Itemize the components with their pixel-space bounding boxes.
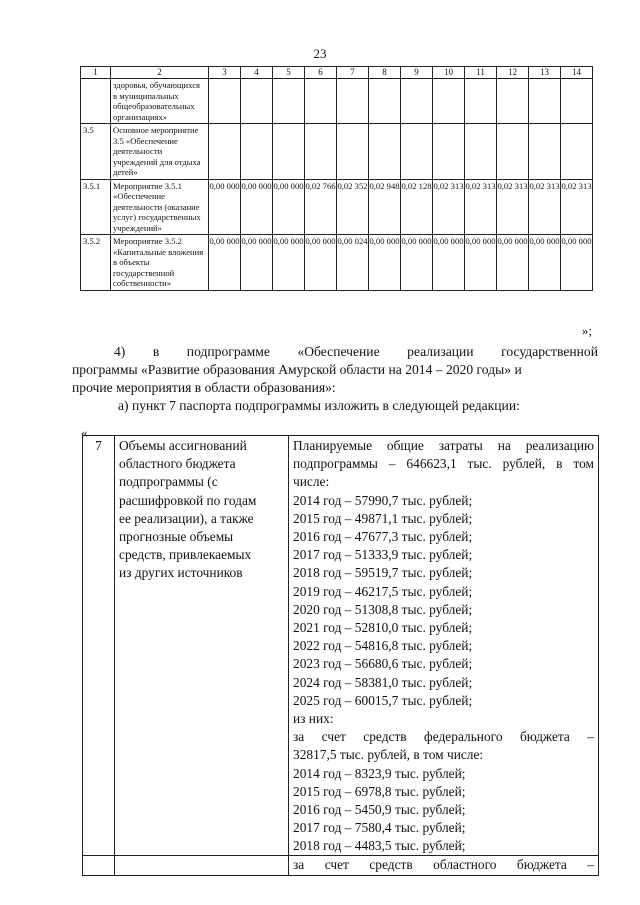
value-cell <box>273 79 305 124</box>
value-cell <box>305 79 337 124</box>
paragraph-subprogram: 4) в подпрограмме «Обеспечение реализации государственной <box>114 344 598 359</box>
header-cell: 8 <box>369 67 401 79</box>
funding-line: 2020 год – 51308,8 тыс. рублей; <box>293 601 473 617</box>
header-cell: 9 <box>401 67 433 79</box>
funding-line: 2016 год – 5450,9 тыс. рублей; <box>293 802 466 818</box>
funding-line: 2024 год – 58381,0 тыс. рублей; <box>293 674 473 690</box>
funding-line: 2019 год – 46217,5 тыс. рублей; <box>293 583 473 599</box>
funding-line: 2025 год – 60015,7 тыс. рублей; <box>293 692 473 708</box>
opening-quote: « <box>81 425 88 440</box>
activities-table <box>80 66 593 291</box>
funding-line: 2018 год – 59519,7 тыс. рублей; <box>293 565 473 581</box>
header-cell: 14 <box>561 67 593 79</box>
passport-item-number: 7 <box>83 436 115 876</box>
value-cell: 0,02 313 <box>433 179 465 235</box>
value-cell: 0,02 766 <box>305 179 337 235</box>
closing-quote: »; <box>581 323 592 338</box>
funding-line: 2017 год – 51333,9 тыс. рублей; <box>293 547 473 563</box>
value-cell: 0,00 000 <box>433 235 465 291</box>
header-cell: 2 <box>111 67 209 79</box>
header-cell: 1 <box>81 67 111 79</box>
funding-line: Планируемые общие затраты на реализацию <box>293 438 594 453</box>
passport-row <box>83 436 599 876</box>
table-row <box>81 124 593 180</box>
header-cell: 7 <box>337 67 369 79</box>
value-cell <box>529 79 561 124</box>
value-cell <box>401 124 433 180</box>
value-cell: 0,00 000 <box>273 179 305 235</box>
header-cell: 10 <box>433 67 465 79</box>
value-cell <box>241 79 273 124</box>
header-cell: 13 <box>529 67 561 79</box>
row-name: Основное мероприятие 3.5 «Обеспечение деятельности учреждений для отдыха детей» <box>111 124 209 180</box>
value-cell: 0,02 313 <box>465 179 497 235</box>
value-cell <box>433 79 465 124</box>
row-number <box>81 79 111 124</box>
row-name: Мероприятие 3.5.1 «Обеспечение деятельности (оказание услуг) государственных учреждений» <box>111 179 209 235</box>
table-header-row <box>81 67 593 79</box>
funding-line: 2015 год – 6978,8 тыс. рублей; <box>293 783 466 799</box>
funding-line: за счет средств федерального бюджета – <box>293 729 594 745</box>
value-cell <box>305 124 337 180</box>
paragraph-other-activities: прочие мероприятия в области образования»: <box>72 380 336 395</box>
value-cell: 0,00 000 <box>529 235 561 291</box>
header-cell: 5 <box>273 67 305 79</box>
funding-line: 2016 год – 47677,3 тыс. рублей; <box>293 529 473 545</box>
value-cell: 0,02 313 <box>561 179 593 235</box>
value-cell <box>369 124 401 180</box>
passport-table <box>82 435 599 876</box>
value-cell <box>465 79 497 124</box>
value-cell: 0,00 000 <box>369 235 401 291</box>
row-number: 3.5.2 <box>81 235 111 291</box>
value-cell <box>497 124 529 180</box>
value-cell <box>529 124 561 180</box>
value-cell: 0,00 000 <box>241 179 273 235</box>
value-cell: 0,02 313 <box>497 179 529 235</box>
value-cell: 0,00 024 <box>337 235 369 291</box>
header-cell: 4 <box>241 67 273 79</box>
value-cell: 0,00 000 <box>561 235 593 291</box>
paragraph-program-title: программы «Развитие образования Амурской области на 2014 – 2020 годы» и <box>72 362 522 377</box>
value-cell: 0,00 000 <box>209 235 241 291</box>
value-cell: 0,00 000 <box>209 179 241 235</box>
value-cell <box>337 124 369 180</box>
funding-line: 2022 год – 54816,8 тыс. рублей; <box>293 638 473 654</box>
funding-line: из них: <box>293 711 334 727</box>
passport-item-content <box>289 436 599 876</box>
funding-line: 2023 год – 56680,6 тыс. рублей; <box>293 656 473 672</box>
header-cell: 6 <box>305 67 337 79</box>
value-cell <box>465 124 497 180</box>
value-cell: 0,02 352 <box>337 179 369 235</box>
funding-line: 2018 год – 4483,5 тыс. рублей; <box>293 838 466 854</box>
value-cell: 0,02 948 <box>369 179 401 235</box>
funding-line: 2015 год – 49871,1 тыс. рублей; <box>293 510 473 526</box>
value-cell: 0,00 000 <box>497 235 529 291</box>
table-row <box>81 179 593 235</box>
funding-line: числе: <box>293 474 330 490</box>
funding-line: 2014 год – 8323,9 тыс. рублей; <box>293 765 466 781</box>
paragraph-item-7: а) пункт 7 паспорта подпрограммы изложить в следующей редакции: <box>118 398 520 413</box>
page-number: 23 <box>313 46 327 61</box>
funding-line: 32817,5 тыс. рублей, в том числе: <box>293 747 484 763</box>
table-row <box>81 79 593 124</box>
value-cell: 0,00 000 <box>273 235 305 291</box>
bottom-rule <box>82 855 598 856</box>
value-cell <box>401 79 433 124</box>
funding-line: 2017 год – 7580,4 тыс. рублей; <box>293 820 466 836</box>
value-cell <box>209 79 241 124</box>
value-cell <box>561 124 593 180</box>
value-cell <box>241 124 273 180</box>
row-name: здоровья, обучающихся в муниципальных общеобразовательных организациях» <box>111 79 209 124</box>
value-cell <box>273 124 305 180</box>
table-row <box>81 235 593 291</box>
value-cell <box>433 124 465 180</box>
value-cell: 0,00 000 <box>241 235 273 291</box>
value-cell: 0,00 000 <box>401 235 433 291</box>
value-cell: 0,00 000 <box>305 235 337 291</box>
header-cell: 11 <box>465 67 497 79</box>
value-cell <box>337 79 369 124</box>
value-cell <box>369 79 401 124</box>
value-cell: 0,02 128 <box>401 179 433 235</box>
value-cell <box>497 79 529 124</box>
funding-line: за счет средств областного бюджета – <box>293 856 594 872</box>
funding-line: 2014 год – 57990,7 тыс. рублей; <box>293 492 473 508</box>
funding-line: подпрограммы – 646623,1 тыс. рублей, в том <box>293 456 594 472</box>
header-cell: 12 <box>497 67 529 79</box>
funding-line: 2021 год – 52810,0 тыс. рублей; <box>293 620 473 636</box>
value-cell <box>209 124 241 180</box>
value-cell: 0,00 000 <box>465 235 497 291</box>
row-number: 3.5.1 <box>81 179 111 235</box>
header-cell: 3 <box>209 67 241 79</box>
value-cell <box>561 79 593 124</box>
row-name: Мероприятие 3.5.2 «Капитальные вложения в объекты государственной собственности» <box>111 235 209 291</box>
passport-item-name: Объемы ассигнований областного бюджета подпрограммы (с расшифровкой по годам ее реализации), а также прогнозные объемы средств, привлекаемых из других источников <box>115 436 289 876</box>
value-cell: 0,02 313 <box>529 179 561 235</box>
row-number: 3.5 <box>81 124 111 180</box>
